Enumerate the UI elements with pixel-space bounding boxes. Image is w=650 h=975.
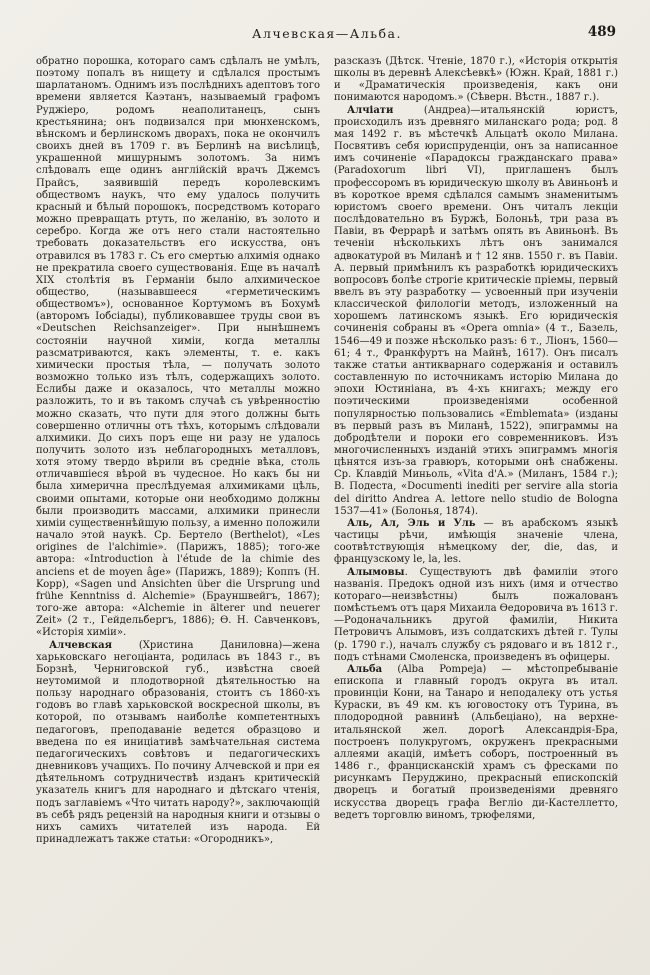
article-text: . Существуютъ двѣ фамиліи этого названія. Предокъ одной изъ нихъ (имя и отчество котораго—неизвѣстны) былъ пожалованъ помѣстьемъ отъ царя Михаила Ѳедоровича въ 1613 г.—Родоначальникъ другой фамиліи, Никита Петровичъ Алымовъ, изъ солдатскихъ дѣтей г. Тулы (р. 1790 г.), началъ службу съ рядоваго и въ 1812 г., подъ стѣнами Смоленска, произведенъ въ офицеры. bbox=[334, 566, 618, 663]
article-alba bbox=[334, 664, 618, 822]
page-number: 489 bbox=[587, 24, 616, 40]
article-al-particles bbox=[334, 518, 618, 567]
article-alchevskaya bbox=[36, 640, 320, 847]
article-alchevskaya-continuation bbox=[334, 56, 618, 105]
article-text: (Alba Pompeja) — мѣстопребываніе епископа и главный городъ округа въ итал. провинціи Кони, на Танаро и неподалеку отъ устья Кураски, въ 49 км. къ юговостоку отъ Турина, въ плодородной равнинѣ (Альбеціано), на верхне-итальянской жел. дорогѣ Александрія-Бра, построенъ полукругомъ, окруженъ прекрасными аллеями акацій, имѣетъ соборъ, построенный въ 1486 г., францисканскій храмъ съ фресками по рисункамъ Перуджино, прекрасный епископскій дворецъ и богатый произведеніями древняго искусства дворецъ графа Вегліо ди-Кастеллетто, ведетъ торговлю виномъ, трюфелями, bbox=[334, 663, 618, 821]
article-text: — въ арабскомъ языкѣ частицы рѣчи, имѣющія значеніе члена, соотвѣтствующія нѣмецкому der, die, das, и французскому le, la, les. bbox=[334, 517, 618, 566]
article-alymovy bbox=[334, 567, 618, 664]
article-alchiati bbox=[334, 105, 618, 518]
running-title: Алчевская—Альба. bbox=[252, 26, 402, 41]
article-term: Алчіати bbox=[347, 104, 394, 116]
article-text: обратно порошка, котораго самъ сдѣлалъ не умѣлъ, поэтому попалъ въ нищету и сдѣлался простымъ шарлатаномъ. Однимъ изъ послѣднихъ адептовъ того времени является Каэтанъ, называемый графомъ Руджіеро, родомъ неаполитанецъ, сынъ крестьянина; онъ подвизался при мюнхенскомъ, вѣнскомъ и берлинскомъ дворахъ, пока не окончилъ своихъ дней въ 1709 г. въ Берлинѣ на висѣлицѣ, украшенной мишурнымъ золотомъ. За нимъ слѣдовалъ еще одинъ англійскій врачъ Джемсъ Прайсъ, заявившій передъ королевскимъ обществомъ наукъ, что ему удалось получить красный и бѣлый порошокъ, посредствомъ котораго можно превращать ртуть, по желанію, въ золото и серебро. Когда же отъ него стали настоятельно требовать доказательствъ его искусства, онъ отравился въ 1783 г. Съ его смертью алхимія однако не прекратила своего существованія. Еще въ началѣ XIX столѣтія въ Германіи было алхимическое общество, (называвшееся «герметическимъ обществомъ»), основанное Кортумомъ въ Бохумѣ (авторомъ Іобсіады), публиковавшее труды свои въ «Deutschen Reichsanzeiger». При нынѣшнемъ состояніи научной химіи, когда металлы разсматриваются, какъ элементы, т. е. какъ химически простыя тѣла, — получать золото возможно только изъ тѣлъ, содержащихъ золото. Еслибы даже и оказалось, что металлы можно разложить, то и въ такомъ случаѣ съ увѣренностію можно сказать, что пути для этого должны быть совершенно отличны отъ тѣхъ, которымъ слѣдовали алхимики. До сихъ поръ еще ни разу не удалось получить золото изъ неблагородныхъ металловъ, хотя этому твердо вѣрили въ среднie вѣка, столь отличавшіеся вѣрой въ чудесное. Но какъ бы ни была химерична преслѣдуемая алхимиками цѣль, своими опытами, которые они необходимо должны были производить массами, алхимики принесли химіи существеннѣйшую пользу, а именно положили начало этой наукѣ. Ср. Бертело (Berthelot), «Les origines de l'alchimie». (Парижъ, 1885); того-же автора: «Introduction à l'étude de la chimie des anciens et de moyen âge» (Парижъ, 1889); Коппъ (H. Kopp), «Sagen und Ansichten über die Ursprung und frühe Kenntniss d. Alchemie» (Брауншвейгъ, 1867); того-же автора: «Alchemie in älterer und neuerer Zeit» (2 т., Гейдельбергъ, 1886); Ѳ. Н. Савченковъ, «Исторія химіи». bbox=[36, 56, 320, 639]
article-text: разсказъ (Дѣтск. Чтеніе, 1870 г.), «Исторія открытія школы въ деревнѣ Алексѣевкѣ» (Южн. Край, 1881 г.) и «Драматическія произведенія, какъ они понимаются народомъ.» (Сѣверн. Вѣстн., 1887 г.). bbox=[334, 56, 618, 104]
text-columns bbox=[36, 56, 618, 846]
right-column bbox=[334, 56, 618, 846]
article-alkhimiya-continuation bbox=[36, 56, 320, 640]
article-term: Аль, Ал, Эль и Уль bbox=[347, 517, 476, 529]
page-header bbox=[36, 24, 618, 46]
article-text: (Христина Даниловна)—жена харьковскаго негоціанта, родилась въ 1843 г., въ Борзнѣ, Черниговской губ., извѣстна своей неутомимой и плодотворной дѣятельностью на пользу народнаго образованія, стоитъ съ 1860-хъ годовъ во главѣ харьковской воскресной школы, въ которой, по отзывамъ наиболѣе компетентныхъ педагоговъ, преподаваніе ведется образцово и введена по ея иниціативѣ замѣчательная система педагогическихъ совѣтовъ и педагогическихъ дневниковъ учащихъ. По почину Алчевской и при ея дѣятельномъ сотрудничествѣ изданъ критическій указатель книгъ для народнаго и дѣтскаго чтенія, подъ заглавіемъ «Что читать народу?», заключающій въ себѣ рядъ рецензій на народныя книги и отзывы о нихъ самихъ читателей изъ народа. Ей принадлежатъ также статьи: «Огородникъ», bbox=[36, 639, 321, 845]
article-text: (Андреа)—итальянскій юристъ, происходилъ изъ древняго миланскаго рода; род. 8 мая 1492 г. въ мѣстечкѣ Альцатѣ около Милана. Посвятивъ себя юриспруденціи, онъ за написанное имъ сочиненіе «Парадоксы гражданскаго права» (Paradoxorum libri VI), приглашенъ былъ профессоромъ въ юридическую школу въ Авиньонѣ и въ короткое время сдѣлался самымъ знаменитымъ юристомъ своего времени. Онъ читалъ лекціи послѣдовательно въ Буржѣ, Болоньѣ, три раза въ Павіи, въ Феррарѣ и затѣмъ опять въ Авиньонѣ. Въ теченіи нѣсколькихъ лѣтъ онъ занимался адвокатурой въ Миланѣ и † 12 янв. 1550 г. въ Павіи. А. первый примѣнилъ къ разработкѣ юридическихъ вопросовъ болѣе строгіе критическіе пріемы, первый ввелъ въ эту разработку — усвоенный при изученіи классической филологіи методъ, изложенный на хорошемъ латинскомъ языкѣ. Его юридическія сочиненія собраны въ «Opera omnia» (4 т., Базель, 1546—49 и позже нѣсколько разъ: 6 т., Ліонъ, 1560—61; 4 т., Франкфуртъ на Майнѣ, 1617). Онъ писалъ также статьи антикварнаго содержанія и оставилъ составленную по источникамъ исторію Милана до эпохи Юстиніана, въ 4-хъ книгахъ; между его поэтическими произведеніями особенной популярностью пользовались «Emblemata» (изданы въ первый разъ въ Миланѣ, 1522), эпиграммы на добродѣтели и пороки его современниковъ. Изъ многочисленныхъ изданій этихъ эпиграммъ многія цѣнятся изъ-за гравюръ, которыми онѣ снабжены. Ср. Клавдій Миньоль, «Vita d'A.» (Миланъ, 1584 г.); В. Подеста, «Documenti inediti per servire alla storia del diritto Andrea A. lettore nello studio de Bologna 1537—41» (Болонья, 1874). bbox=[334, 104, 618, 517]
left-column bbox=[36, 56, 320, 846]
article-term: Альба bbox=[347, 663, 383, 675]
article-term: Алчевская bbox=[49, 639, 113, 651]
article-term: Алымовы bbox=[347, 566, 405, 578]
